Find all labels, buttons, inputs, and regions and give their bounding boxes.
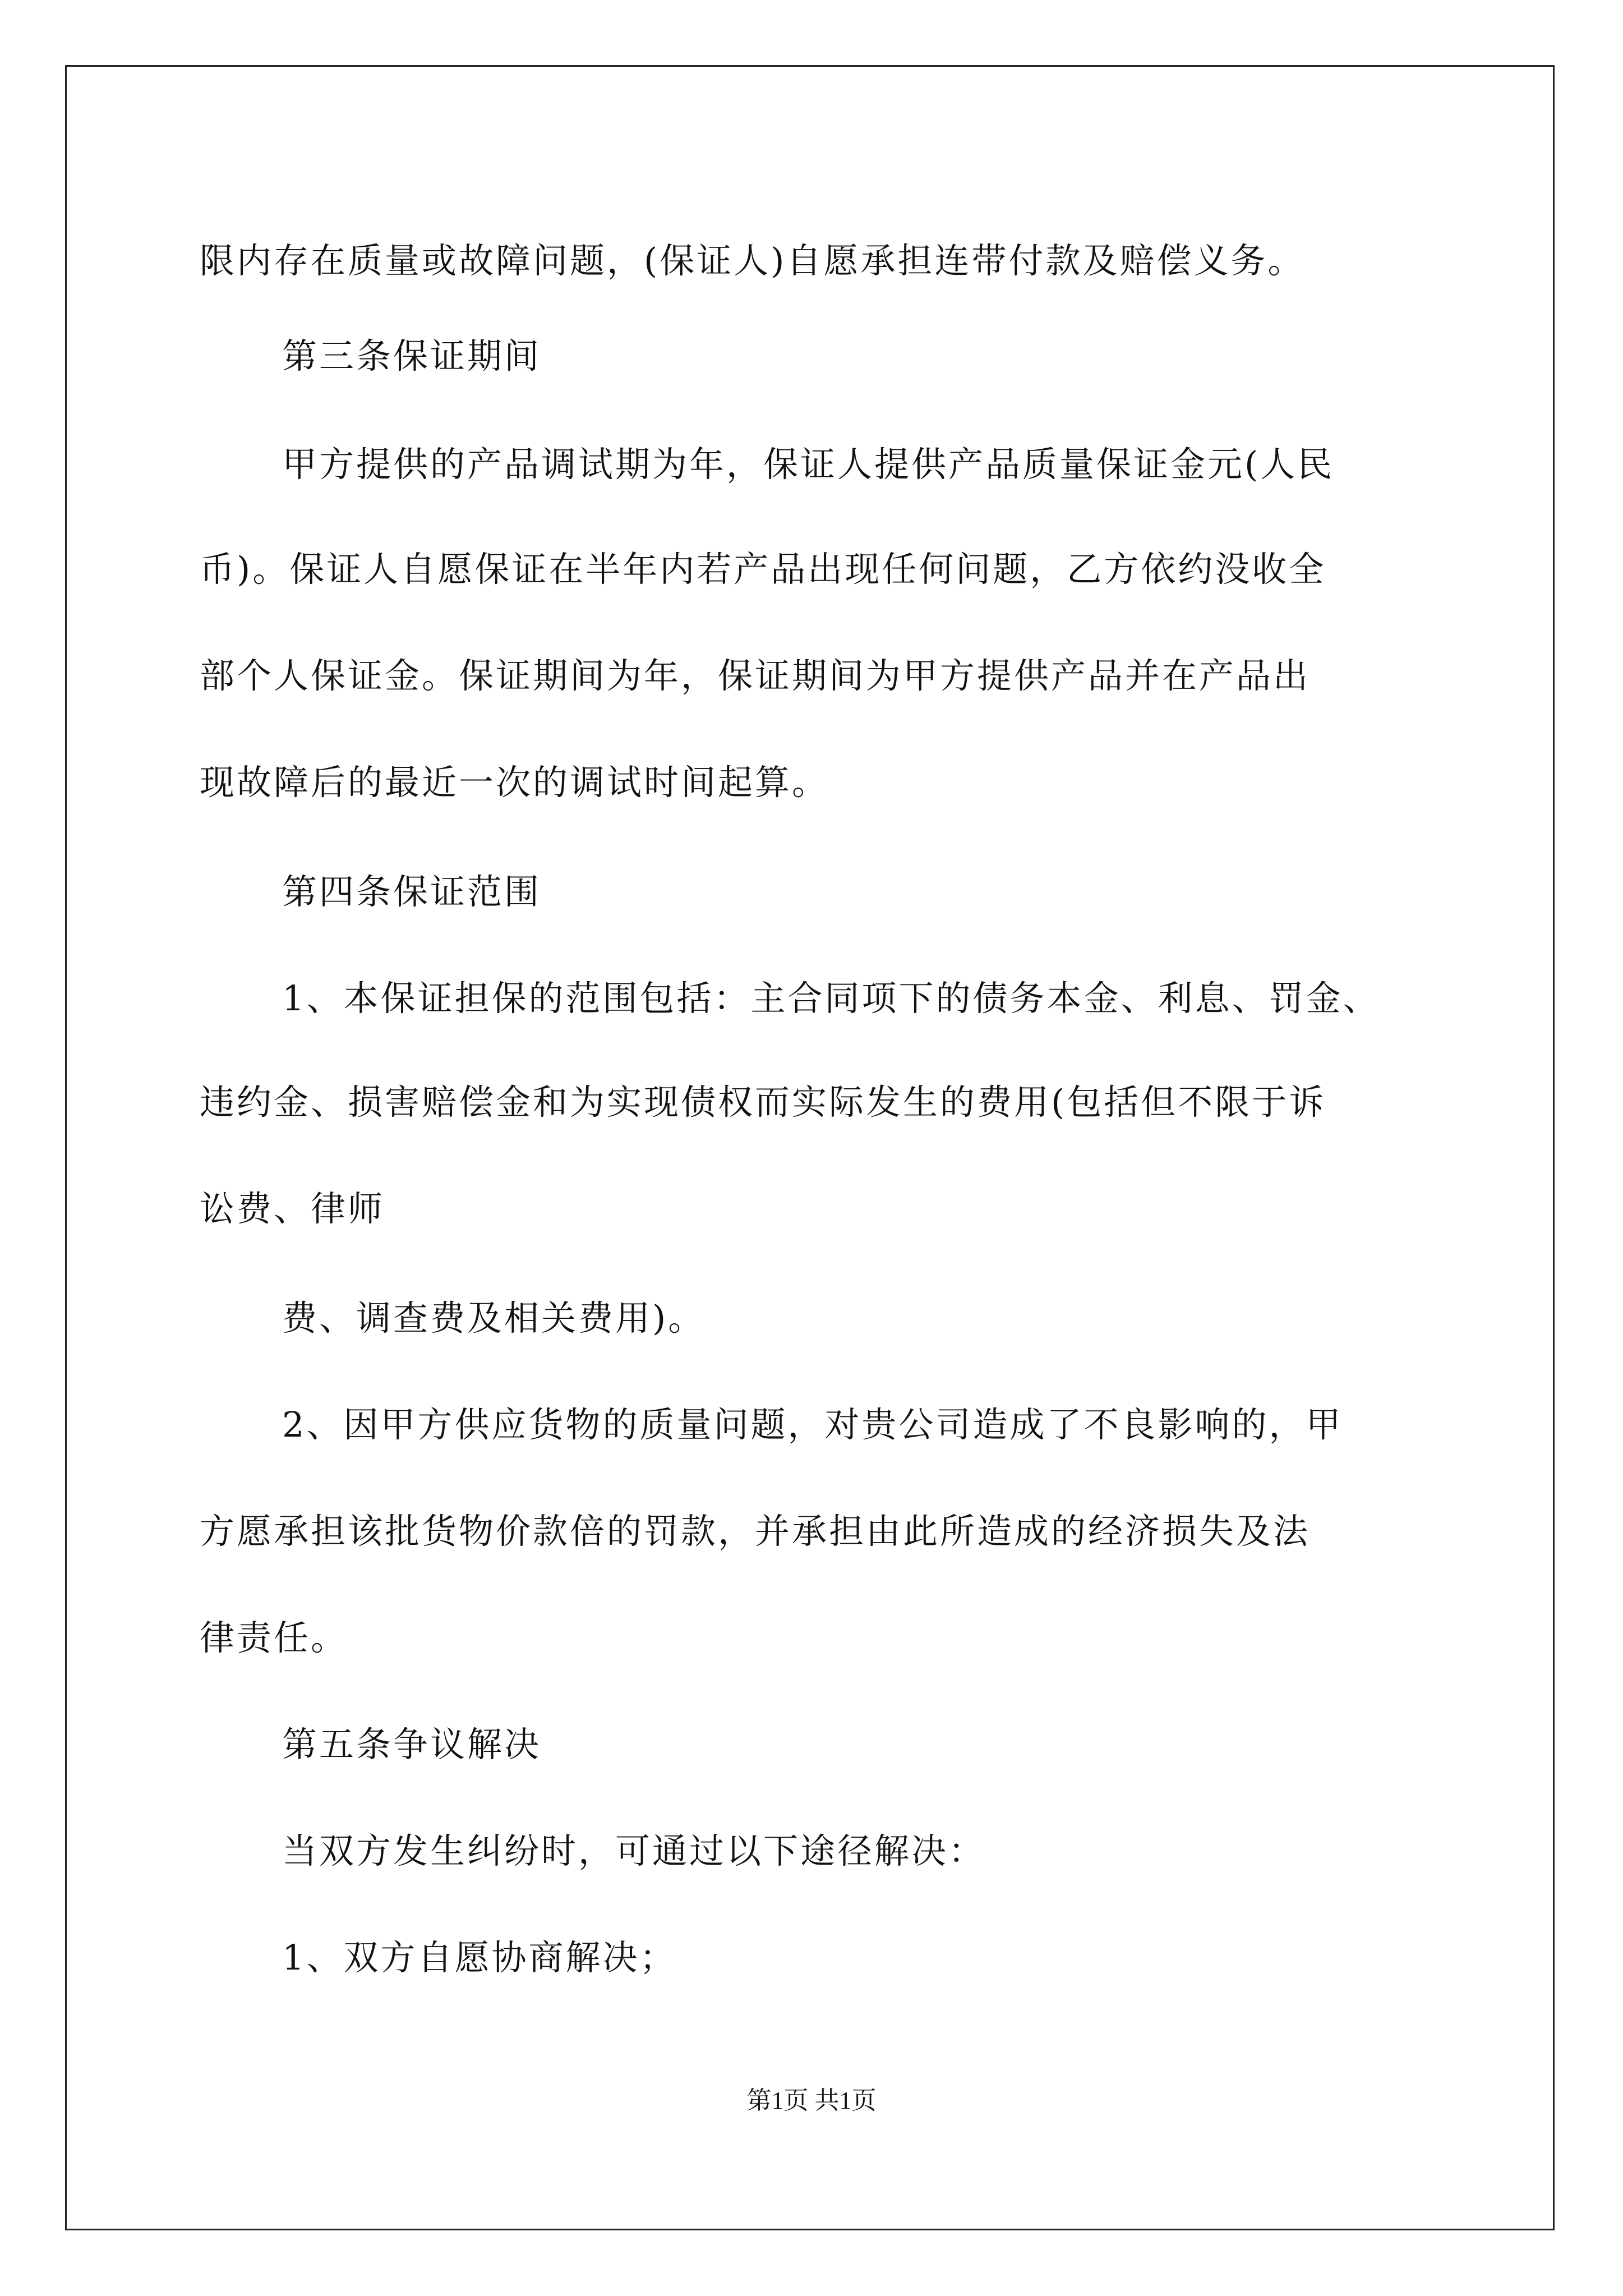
text-line: 限内存在质量或故障问题，(保证人)自愿承担连带付款及赔偿义务。 <box>200 240 1305 281</box>
section-heading: 第三条保证期间 <box>282 335 542 376</box>
section-heading: 第五条争议解决 <box>282 1724 542 1765</box>
section-heading: 第四条保证范围 <box>282 871 542 912</box>
text-line: 部个人保证金。保证期间为年，保证期间为甲方提供产品并在产品出 <box>200 655 1311 696</box>
text-line: 1、双方自愿协商解决； <box>282 1937 677 1978</box>
text-line: 违约金、损害赔偿金和为实现债权而实际发生的费用(包括但不限于诉 <box>200 1082 1326 1122</box>
text-line: 1、本保证担保的范围包括：主合同项下的债务本金、利息、罚金、 <box>282 978 1380 1019</box>
text-line: 律责任。 <box>200 1617 348 1658</box>
page-border <box>65 65 1555 2230</box>
text-line: 现故障后的最近一次的调试时间起算。 <box>200 762 829 803</box>
text-line: 币)。保证人自愿保证在半年内若产品出现任何问题，乙方依约没收全 <box>200 549 1326 590</box>
text-line: 2、因甲方供应货物的质量问题，对贵公司造成了不良影响的，甲 <box>282 1404 1343 1445</box>
text-line: 甲方提供的产品调试期为年，保证人提供产品质量保证金元(人民 <box>282 444 1335 485</box>
text-line: 当双方发生纠纷时，可通过以下途径解决： <box>282 1830 986 1871</box>
page-footer: 第1页 共1页 <box>746 2087 877 2114</box>
text-line: 费、调查费及相关费用)。 <box>282 1297 706 1338</box>
text-line: 方愿承担该批货物价款倍的罚款，并承担由此所造成的经济损失及法 <box>200 1511 1311 1552</box>
text-line: 讼费、律师 <box>200 1188 385 1229</box>
